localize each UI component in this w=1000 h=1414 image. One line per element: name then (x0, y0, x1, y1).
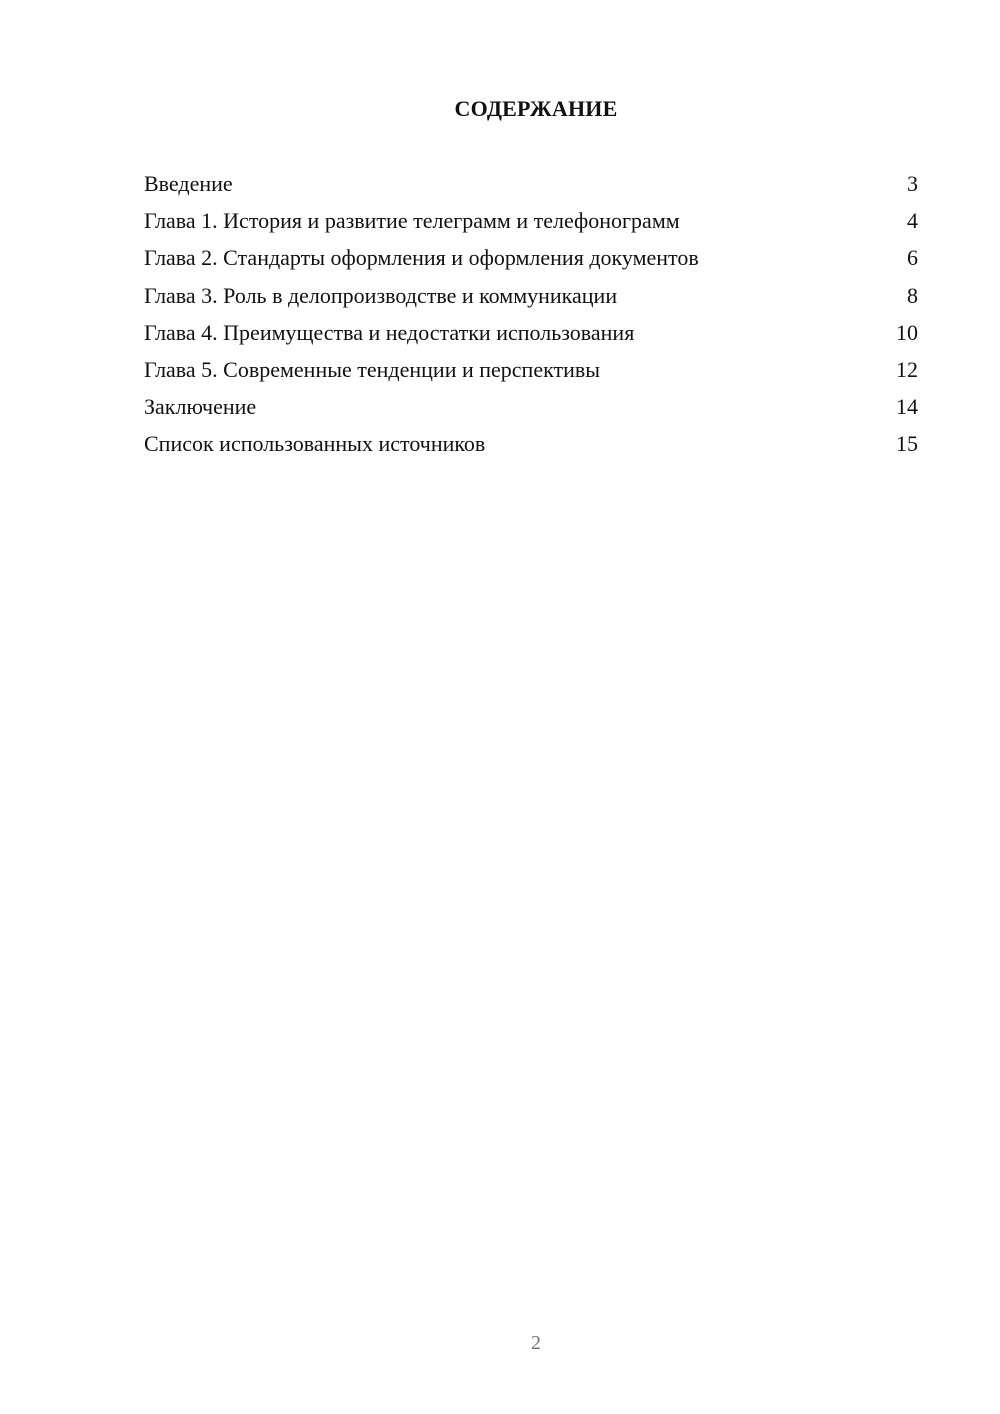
toc-item-label: Глава 2. Стандарты оформления и оформления документов (144, 245, 699, 271)
toc-item-page: 4 (907, 208, 918, 234)
page-number: 2 (531, 1332, 541, 1354)
toc-item-label: Глава 3. Роль в делопроизводстве и коммуникации (144, 282, 618, 308)
toc-item-label: Введение (144, 171, 233, 196)
toc-item-chapter-4 (144, 317, 918, 354)
toc-item-label: Заключение (144, 394, 257, 420)
toc-item-conclusion (144, 391, 918, 428)
toc-item-introduction (144, 168, 918, 205)
toc-item-references (144, 428, 918, 465)
toc-item-label: Глава 1. История и развитие телеграмм и телефонограмм (144, 208, 680, 234)
toc-item-page: 6 (907, 245, 918, 271)
toc-item-page: 3 (907, 171, 918, 196)
toc-item-label: Глава 4. Преимущества и недостатки использования (144, 319, 635, 345)
toc-item-page: 12 (896, 356, 918, 382)
toc-title: СОДЕРЖАНИЕ (454, 96, 618, 121)
toc-item-page: 10 (896, 319, 918, 345)
toc-item-chapter-1 (144, 205, 918, 242)
toc-item-label: Список использованных источников (144, 431, 486, 457)
toc-item-page: 8 (907, 282, 918, 308)
toc-item-page: 14 (896, 394, 918, 420)
toc-item-chapter-2 (144, 242, 918, 279)
toc-item-chapter-3 (144, 280, 918, 317)
table-of-contents (144, 168, 918, 466)
toc-item-page: 15 (896, 431, 918, 457)
toc-item-chapter-5 (144, 354, 918, 391)
toc-item-label: Глава 5. Современные тенденции и перспективы (144, 356, 601, 382)
